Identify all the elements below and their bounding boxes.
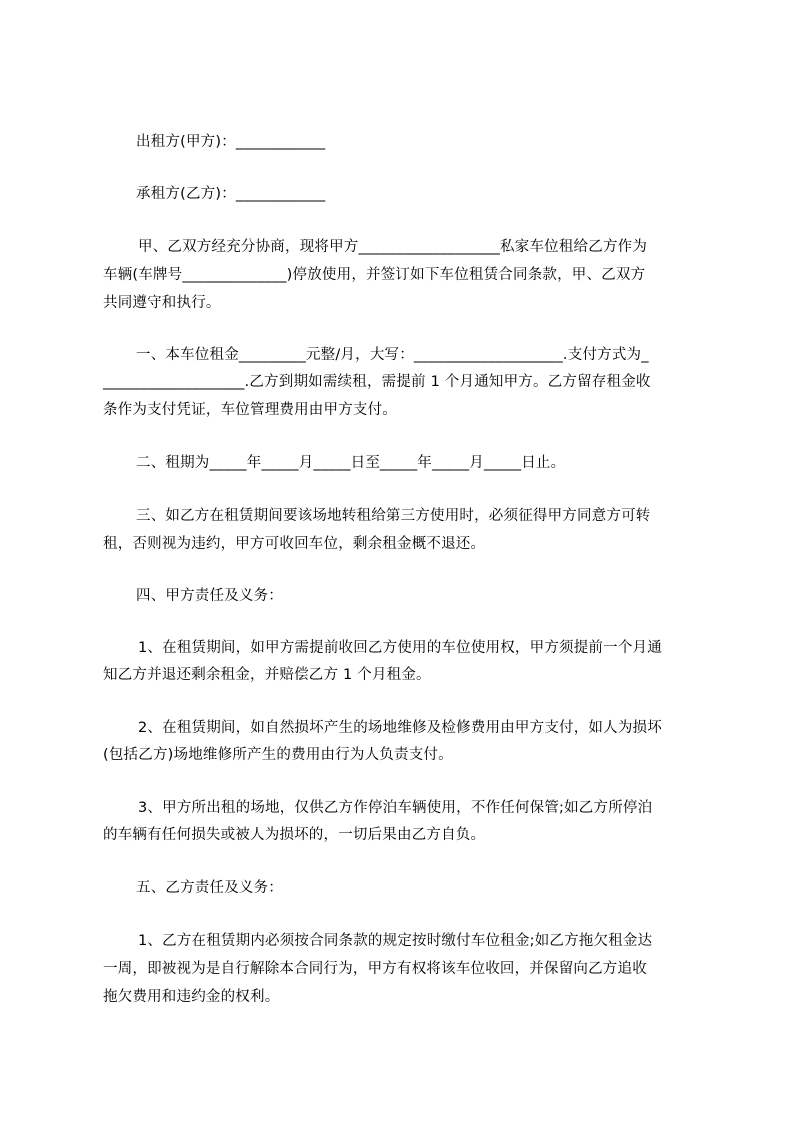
clause1-line-3: 条作为支付凭证，车位管理费用由甲方支付。 [103,402,397,418]
clause4-1-line-2: 知乙方并退还剩余租金，并赔偿乙方 1 个月租金。 [103,667,431,683]
clause4-2-line-1: 2、在租赁期间，如自然损坏产生的场地维修及检修费用由甲方支付，如人为损坏 [138,720,662,736]
party-b-line: 承租方(乙方)：____________ [136,186,326,202]
clause4-2-line-2: (包括乙方)场地维修所产生的费用由行为人负责支付。 [103,747,453,763]
clause4-title: 四、甲方责任及义务： [136,588,283,604]
clause4-1-line-1: 1、在租赁期间，如甲方需提前收回乙方使用的车位使用权，甲方须提前一个月通 [138,640,662,656]
clause3-line-1: 三、如乙方在租赁期间要该场地转租给第三方使用时，必须征得甲方同意方可转 [136,508,651,524]
clause4-3-line-1: 3、甲方所出租的场地，仅供乙方作停泊车辆使用，不作任何保管;如乙方所停泊 [138,800,653,816]
intro-line-1: 甲、乙双方经充分协商，现将甲方___________________私家车位租给乙方作为 [138,239,648,255]
clause4-3-line-2: 的车辆有任何损失或被人为损坏的，一切后果由乙方自负。 [103,827,486,843]
clause5-1-line-2: 一周，即被视为是自行解除本合同行为，甲方有权将该车位收回，并保留向乙方追收 [103,961,647,977]
clause5-1-line-3: 拖欠费用和违约金的权利。 [103,989,280,1005]
clause5-title: 五、乙方责任及义务： [136,880,283,896]
clause1-line-2: ___________________.乙方到期如需续租，需提前 1 个月通知甲方。乙方留存租金收 [103,374,651,390]
clause5-1-line-1: 1、乙方在租赁期内必须按合同条款的规定按时缴付车位租金;如乙方拖欠租金达 [138,933,653,949]
clause1-line-1: 一、本车位租金_________元整/月，大写：____________________.支付方式为_ [136,347,649,363]
clause3-line-2: 租，否则视为违约，甲方可收回车位，剩余租金概不退还。 [103,536,486,552]
intro-line-2: 车辆(车牌号______________)停放使用，并签订如下车位租赁合同条款，甲、乙双方 [103,267,646,283]
party-a-line: 出租方(甲方)：____________ [136,134,326,150]
intro-line-3: 共同遵守和执行。 [103,295,221,311]
clause2-line: 二、租期为_____年_____月_____日至_____年_____月_____日止。 [136,455,566,471]
